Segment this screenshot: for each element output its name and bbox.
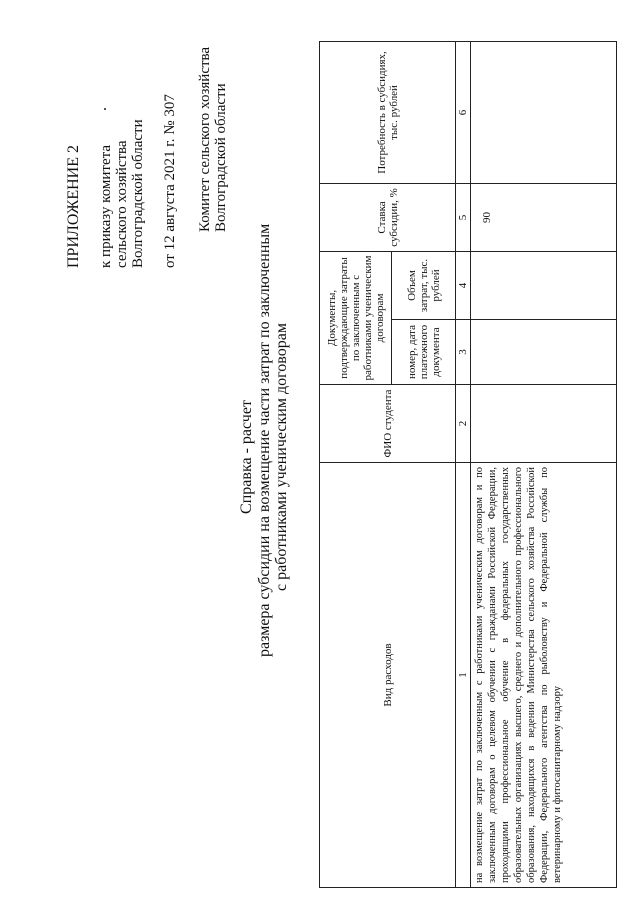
document-title-line-2: размера субсидии на возмещение части затрат по заключенным — [256, 223, 273, 657]
committee-line-2: Волгоградской области — [213, 83, 229, 232]
column-number: 5 — [456, 183, 471, 251]
appendix-title: ПРИЛОЖЕНИЕ 2 — [65, 144, 82, 268]
column-number: 1 — [456, 463, 471, 888]
document-title-heading: Справка - расчет — [238, 400, 255, 514]
column-number-row — [456, 41, 471, 887]
committee-line-1: Комитет сельского хозяйства — [197, 46, 213, 232]
header-expense-type: Вид расходов — [320, 463, 456, 888]
student-cell — [471, 385, 617, 463]
header-student: ФИО студента — [320, 385, 456, 463]
header-doc-volume: Объем затрат, тыс. рублей — [392, 251, 456, 319]
doc-volume-cell — [471, 251, 617, 319]
appendix-date: от 12 августа 2021 г. № 307 — [162, 94, 178, 268]
document-title-line-3: с работниками ученическим договорам — [273, 323, 290, 591]
appendix-line-3: Волгоградской области — [130, 119, 146, 268]
expense-description: на возмещение затрат по заключенным с работниками ученическим договорам и по заключенным договорам о целевом обучении с гражданами Российской Федерации, проходящими профессиональное обучение в федеральных государственных образовательных организациях высшего, среднего и дополнительного профессионального образования, находящихся в ведении Министерства сельского хозяйства Российской Федерации, Федерального агентства по рыболовству и Федеральной службы по ветеринарному и фитосанитарному надзору — [471, 463, 617, 888]
appendix-block — [66, 88, 178, 268]
document-title — [238, 223, 290, 657]
need-cell — [471, 41, 617, 183]
rate-cell: 90 — [471, 183, 617, 251]
appendix-line-2: сельского хозяйства — [114, 140, 130, 268]
appendix-line-1: к приказу комитета — [98, 144, 114, 268]
column-number: 3 — [456, 320, 471, 385]
header-rate: Ставка субсидии, % — [320, 183, 456, 251]
table-row — [471, 41, 617, 887]
column-number: 4 — [456, 251, 471, 319]
header-documents: Документы, подтверждающие затраты по заключенным с работниками ученическим договорам — [320, 251, 392, 384]
column-number: 2 — [456, 385, 471, 463]
header-need: Потребность в субсидиях, тыс. рублей — [320, 41, 456, 183]
doc-number-cell — [471, 320, 617, 385]
committee-block — [197, 46, 229, 232]
calculation-table — [319, 42, 617, 888]
column-number: 6 — [456, 41, 471, 183]
header-doc-number: номер, дата платежного документа — [392, 320, 456, 385]
